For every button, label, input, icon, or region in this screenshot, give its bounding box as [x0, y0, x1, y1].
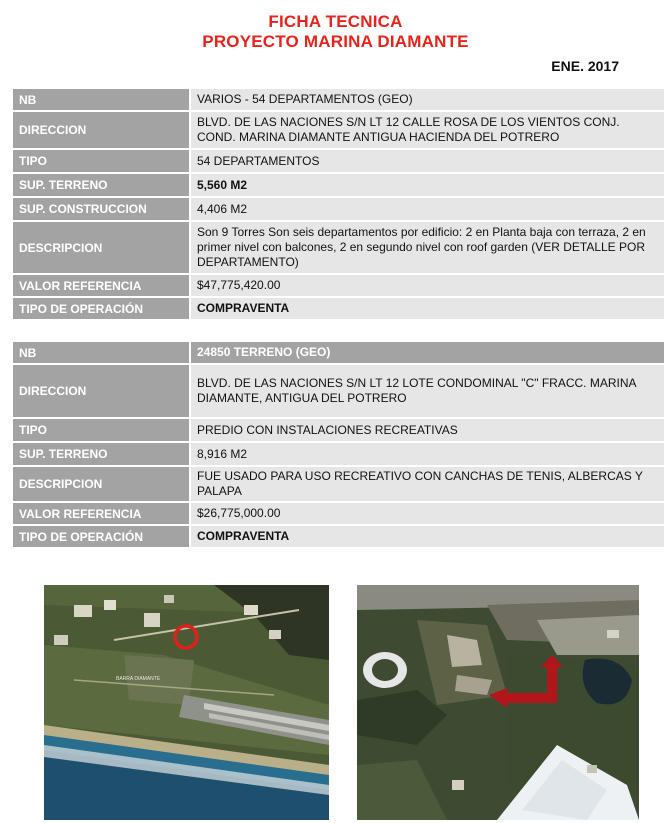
row-direccion	[13, 112, 664, 148]
label-nb: NB	[13, 342, 189, 363]
row-valor-referencia	[13, 503, 664, 524]
page-header	[0, 12, 671, 52]
property-1-table	[13, 89, 664, 321]
label-sup-terreno: SUP. TERRENO	[13, 174, 189, 196]
value-descripcion: Son 9 Torres Son seis departamentos por edificio: 2 en Planta baja con terraza, 2 en primer nivel con balcones, 2 en segundo nivel con roof garden (VER DETALLE POR DEPARTAMENTO)	[191, 222, 664, 273]
row-direccion	[13, 365, 664, 417]
label-sup-terreno: SUP. TERRENO	[13, 443, 189, 465]
value-sup-terreno: 5,560 M2	[191, 174, 664, 196]
row-nb	[13, 89, 664, 110]
row-tipo	[13, 150, 664, 172]
row-sup-construccion	[13, 198, 664, 220]
value-direccion: BLVD. DE LAS NACIONES S/N LT 12 CALLE ROSA DE LOS VIENTOS CONJ. COND. MARINA DIAMANTE ANTIGUA HACIENDA DEL POTRERO	[191, 112, 664, 148]
value-tipo: 54 DEPARTAMENTOS	[191, 150, 664, 172]
row-tipo-operacion	[13, 298, 664, 319]
value-tipo: PREDIO CON INSTALACIONES RECREATIVAS	[191, 419, 664, 441]
value-valor-referencia: $47,775,420.00	[191, 275, 664, 296]
label-tipo-operacion: TIPO DE OPERACIÓN	[13, 526, 189, 547]
row-valor-referencia	[13, 275, 664, 296]
label-tipo-operacion: TIPO DE OPERACIÓN	[13, 298, 189, 319]
row-tipo	[13, 419, 664, 441]
label-direccion: DIRECCION	[13, 365, 189, 417]
row-nb	[13, 342, 664, 363]
row-tipo-operacion	[13, 526, 664, 547]
value-nb: 24850 TERRENO (GEO)	[191, 342, 664, 363]
property-2-table	[13, 342, 664, 549]
value-nb: VARIOS - 54 DEPARTAMENTOS (GEO)	[191, 89, 664, 110]
value-sup-terreno: 8,916 M2	[191, 443, 664, 465]
value-tipo-operacion: COMPRAVENTA	[191, 298, 664, 319]
value-sup-construccion: 4,406 M2	[191, 198, 664, 220]
label-nb: NB	[13, 89, 189, 110]
row-descripcion	[13, 222, 664, 273]
value-direccion: BLVD. DE LAS NACIONES S/N LT 12 LOTE CONDOMINAL "C" FRACC. MARINA DIAMANTE, ANTIGUA DEL POTRERO	[191, 365, 664, 417]
value-valor-referencia: $26,775,000.00	[191, 503, 664, 524]
date-label: ENE. 2017	[551, 58, 619, 74]
map-label-barra-diamante: BARRA DIAMANTE	[116, 676, 161, 682]
row-descripcion	[13, 467, 664, 501]
label-descripcion: DESCRIPCION	[13, 467, 189, 501]
label-sup-construccion: SUP. CONSTRUCCION	[13, 198, 189, 220]
row-sup-terreno	[13, 174, 664, 196]
title-line-1: FICHA TECNICA	[268, 12, 403, 31]
aerial-photo-site	[357, 585, 639, 820]
label-tipo: TIPO	[13, 419, 189, 441]
label-descripcion: DESCRIPCION	[13, 222, 189, 273]
label-valor-referencia: VALOR REFERENCIA	[13, 503, 189, 524]
label-valor-referencia: VALOR REFERENCIA	[13, 275, 189, 296]
row-sup-terreno	[13, 443, 664, 465]
label-tipo: TIPO	[13, 150, 189, 172]
title-line-2: PROYECTO MARINA DIAMANTE	[202, 32, 469, 51]
label-direccion: DIRECCION	[13, 112, 189, 148]
value-descripcion: FUE USADO PARA USO RECREATIVO CON CANCHAS DE TENIS, ALBERCAS Y PALAPA	[191, 467, 664, 501]
aerial-photo-location	[44, 585, 329, 820]
value-tipo-operacion: COMPRAVENTA	[191, 526, 664, 547]
